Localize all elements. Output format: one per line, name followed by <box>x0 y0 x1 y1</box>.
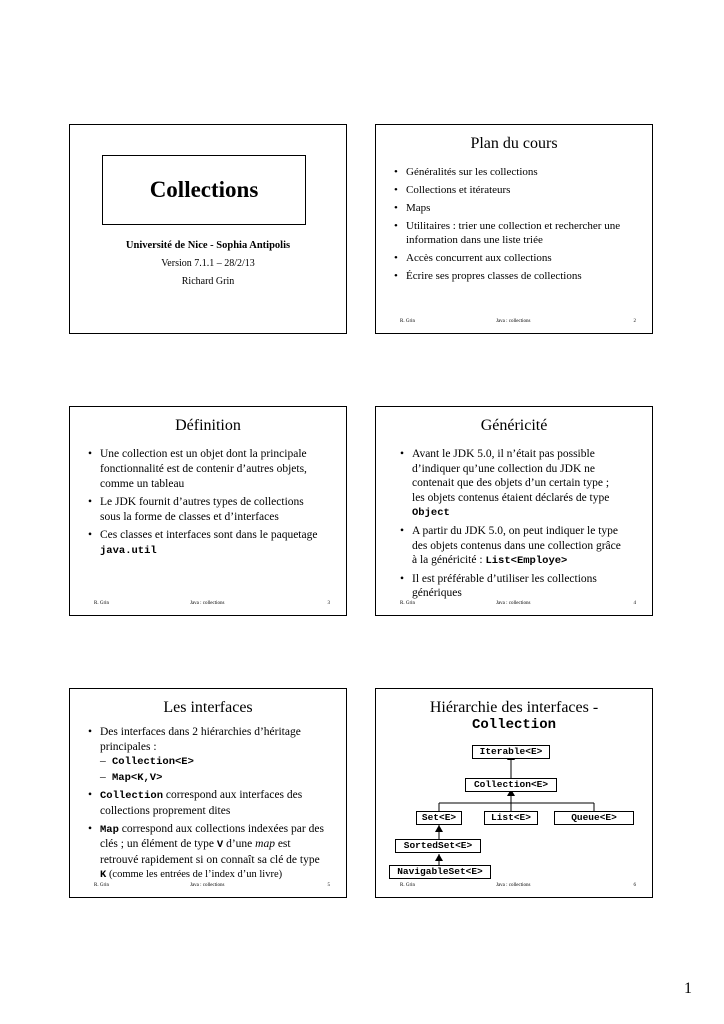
footer-author: R. Grin <box>400 601 415 606</box>
sub-item <box>100 770 326 786</box>
bullet-list <box>390 165 640 287</box>
item-text: d’une <box>223 838 256 851</box>
list-item <box>84 725 326 785</box>
slide-footer <box>70 601 346 609</box>
list-item: • Utilitaires : trier une collection et rechercher une information dans une liste triée <box>390 219 640 247</box>
list-item: • Une collection est un objet dont la principale fonctionnalité est de contenir d’autres objets, comme un tableau <box>84 447 322 492</box>
cover-title: Collections <box>149 177 259 202</box>
code-text: List<Employe> <box>485 555 568 568</box>
bullet-list <box>84 725 326 886</box>
slide-footer <box>376 601 652 609</box>
slide-footer <box>376 883 652 891</box>
list-item <box>84 788 326 818</box>
item-text: est retrouvé rapidement si on connaît sa clé de type <box>100 838 320 866</box>
slide-title: Les interfaces <box>163 699 253 716</box>
list-item: • Généralités sur les collections <box>390 165 640 179</box>
list-item: • Le JDK fournit d’autres types de collections sous la forme de classes et d’interfaces <box>84 495 322 525</box>
italic-text: map <box>255 838 275 851</box>
code-text: Map<K,V> <box>112 771 163 784</box>
node-set: Set<E> <box>416 811 462 825</box>
sub-item <box>100 754 326 770</box>
bullet-list <box>84 447 322 562</box>
footer-author: R. Grin <box>400 319 415 324</box>
item-text: A partir du JDK 5.0, on peut indiquer le type des objets contenus dans une collection grâce à la généricité : <box>412 524 621 567</box>
footer-course: Java : collections <box>190 601 225 606</box>
code-text: K <box>100 869 107 882</box>
node-list: List<E> <box>484 811 538 825</box>
slide-1 <box>69 124 347 334</box>
node-collection: Collection<E> <box>465 778 557 792</box>
slide-title: Plan du cours <box>470 135 558 152</box>
list-item <box>396 447 624 521</box>
slide-6 <box>375 688 653 898</box>
list-item: • Collections et itérateurs <box>390 183 640 197</box>
footer-author: R. Grin <box>94 601 109 606</box>
university: Université de Nice - Sophia Antipolis <box>125 240 291 251</box>
code-text: Collection <box>100 790 164 803</box>
node-navigableset: NavigableSet<E> <box>389 865 491 879</box>
list-item <box>84 528 322 559</box>
list-item <box>84 822 326 883</box>
node-queue: Queue<E> <box>554 811 634 825</box>
cover-title-box <box>102 155 306 225</box>
page-number: 1 <box>684 980 692 997</box>
item-text: Avant le JDK 5.0, il n’était pas possible d’indiquer qu’une collection du JDK ne contenait que des objets d’un certain type ; les objets contenus étaient déclarés de type <box>412 448 610 504</box>
footer-course: Java : collections <box>496 883 531 888</box>
footer-course: Java : collections <box>190 883 225 888</box>
code-text: Map <box>100 823 119 836</box>
slide-footer <box>70 883 346 891</box>
slide-title-code: Collection <box>471 717 556 733</box>
code-text: Object <box>412 507 450 520</box>
list-item: • Maps <box>390 201 640 215</box>
code-text: java.util <box>100 545 157 557</box>
footer-author: R. Grin <box>94 883 109 888</box>
item-text: (comme les entrées de l’index d’un livre) <box>106 869 283 881</box>
bullet-list <box>396 447 624 604</box>
footer-page: 3 <box>327 601 330 606</box>
code-text: Collection<E> <box>112 756 194 769</box>
item-text: Des interfaces dans 2 hiérarchies d’héritage principales : <box>100 726 301 753</box>
list-item: • Écrire ses propres classes de collections <box>390 269 640 283</box>
slide-4 <box>375 406 653 616</box>
author: Richard Grin <box>181 276 235 287</box>
footer-author: R. Grin <box>400 883 415 888</box>
footer-course: Java : collections <box>496 601 531 606</box>
sub-list <box>100 754 326 785</box>
footer-page: 2 <box>633 319 636 324</box>
node-sortedset: SortedSet<E> <box>395 839 481 853</box>
slide-3 <box>69 406 347 616</box>
slide-title: Définition <box>175 417 241 434</box>
node-iterable: Iterable<E> <box>472 745 550 759</box>
list-item: • Accès concurrent aux collections <box>390 251 640 265</box>
slide-footer <box>376 319 652 327</box>
item-text: correspond aux interfaces des collections proprement dites <box>100 789 303 817</box>
footer-page: 5 <box>327 883 330 888</box>
list-item <box>396 524 624 569</box>
footer-course: Java : collections <box>496 319 531 324</box>
version: Version 7.1.1 – 28/2/13 <box>161 258 255 269</box>
footer-page: 6 <box>633 883 636 888</box>
slide-2 <box>375 124 653 334</box>
slide-5 <box>69 688 347 898</box>
item-text: correspond aux collections indexées par des clés ; un élément de type <box>100 822 324 851</box>
slide-title: Hiérarchie des interfaces - <box>429 699 599 716</box>
item-text: Ces classes et interfaces sont dans le paquetage <box>100 529 318 541</box>
footer-page: 4 <box>633 601 636 606</box>
slide-title: Généricité <box>480 417 548 434</box>
list-item: • Il est préférable d’utiliser les collections génériques <box>396 572 624 601</box>
code-text: V <box>216 839 224 852</box>
